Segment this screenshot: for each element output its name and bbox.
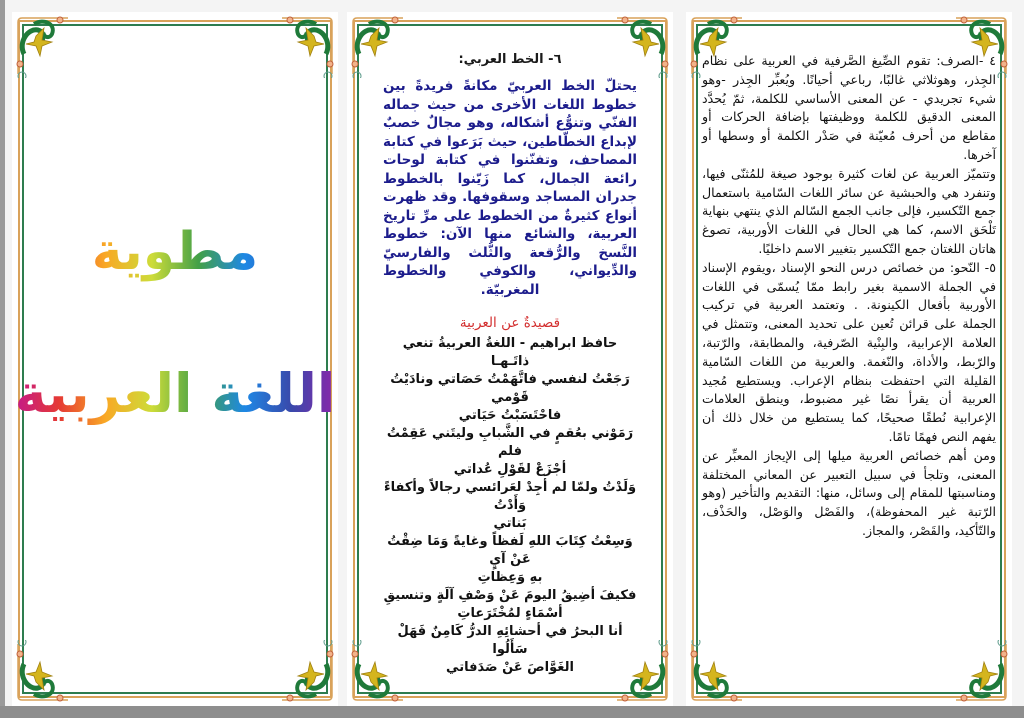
plural-paragraph: وتتميّز العربية عن لغات كثيرة بوجود صيغة للمُثنّى فيها، وتنفرد هي والحبشية عن سائر اللغات السّامية باستعمال جمع التّكسير، فإلى جانب الجمع السّالم الذي ينتهي بنهاية تَلْحَق الاسم، كما هي الحال في اللغات الأوربية، تصوغ هاتان اللغتان جمع التّكسير بتغيير الاسم داخليًا.: [702, 165, 996, 256]
ornament-icon: [280, 640, 336, 704]
calligraphy-paragraph: يحتلّ الخط العربيّ مكانةً فريدةً بين خطوط اللغات الأخرى من حيث جماله الفنّي وتنوُّع أشكاله، وهو مجالٌ خصبٌ لإبداع الخطّاطين، حيث بَرَعوا في كتابة المصاحف، وتفنّنوا في كتابة لوحات رائعة الجمال، كما زَيّنوا بالخطوط جدران المساجد وسقوفها. وقد ظهرت أنواع كثيرةٌ من الخطوط على مرِّ تاريخ العربية، والشائع منها الآن: خطوط النَّسخ والرُّقعة والثُّلث والفارسيّ والدِّيواني، والكوفي والخطوط المغربيّة.: [383, 78, 637, 298]
cover-panel: [12, 12, 338, 706]
poem-line: بَناتي: [493, 516, 527, 531]
poem-line: رَجَعْتُ لنفسي فاتَّهَمْتُ حَصَاتي ونادَيْتُ قَوْمي: [390, 372, 630, 405]
syntax-paragraph: ٥- النّحو: من خصائص درس النحو الإسناد ،ويقوم الإسناد في الجملة الاسمية بغير رابط ممّا يُسمّى في اللغات الأوربية بأفعال الكينونة. . وتعتمد العربية في تركيب الجملة على قرائن تُعين على تحديد المعنى، وتتمثل في العلامة الإعرابية، والبِنْية الصّرفية، والمطابقة، والرّتبة، والرّبط، والأداة، والنّغمة. والعربية من اللغات السّامية القليلة التي احتفظت بنظام الإعراب. ويستطيع مُجيد العربية أن يقرأ نصًا غير مضبوط، وينطق العلامات الإعرابية نُطقًا صحيحًا، كما يستطيع من خلال ذلك أن يفهم النص فهمًا تامًا.: [702, 259, 996, 444]
poem-title: قصيدةٌ عن العربية: [459, 315, 561, 331]
poem: [383, 335, 637, 677]
poem-line: رَمَوْني بعُقمٍ في الشَّبابِ وليتَني عَقِمْتُ فلم: [386, 426, 634, 459]
cover-title-brochure: مطوية: [12, 222, 338, 282]
poem-line: أجْزَعْ لقَوْلِ عُداتي: [453, 462, 567, 477]
poem-line: بهِ وَعِظاتِ: [477, 570, 543, 585]
morphology-paragraph: ٤ -الصرف: تقوم الصِّيغ الصَّرفية في العربية على نظام الجِذر، وهوثلاثي غالبًا، رباعي أحيانًا. ويُعبِّر الجِذر -وهو شيء تجريدي - عن المعنى الأساسي للكلمة، ثمّ يُحدَّد المعنى الدقيق للكلمة ووظيفتها بإضافة الحركات أو مقاطع من أحرف مُعيّنة في صَدْر الكلمة أو وسطها أو آخرها.: [702, 53, 996, 162]
ornament-icon: [14, 14, 70, 78]
right-panel: [686, 12, 1012, 706]
ornament-icon: [280, 14, 336, 78]
ornament-icon: [14, 640, 70, 704]
poem-line: فكيفَ أضِيقُ اليومَ عَنْ وَصْفِ آلَةٍ وتنسيقِ: [383, 588, 637, 603]
decorative-frame: [22, 24, 328, 694]
cover-title-arabic-language: اللغة العربية: [12, 362, 338, 425]
section-heading: ٦- الخط العربي:: [458, 52, 562, 67]
poem-line: الغَوَّاصَ عَنْ صَدَفاتي: [446, 660, 574, 675]
window-bottom-edge: [0, 706, 1024, 718]
poem-line: حافظ ابراهيم - اللغةُ العربيةُ تنعي ذاتَـهـا: [402, 336, 618, 369]
poem-line: أسْمَاءٍ لمُخْتَرَعاتِ: [457, 606, 563, 621]
poem-line: أنا البحرُ في أحشائِهِ الدرُّ كَامِنٌ فَهَلْ سَأَلُوا: [397, 624, 623, 657]
brevity-paragraph: ومن أهم خصائص العربية ميلها إلى الإيجاز المعبِّر عن المعنى، وتلجأ في سبيل التعبير عن المعاني المختلفة ومناسبتها للمقام إلى وسائل، منها: التقديم والتأخير (وهو الرّتبة غير المحفوظة)، والفَصْل والوَصْل، والحَذْف، والتّأكيد، والقَصْر، والمجاز.: [702, 447, 996, 538]
poem-line: وَلَدْتُ ولمّا لم أجِدْ لعَرائسي رجالاً وأكفاءً وَأَدْتُ: [383, 480, 637, 513]
poem-line: وَسِعْتُ كِتَابَ اللهِ لَفظاً وغايةً وَمَا ضِقْتُ عَنْ آيٍ: [387, 534, 633, 567]
window-edge: [0, 0, 5, 718]
middle-panel: [347, 12, 673, 706]
poem-line: فاحْتَسَبْتُ حَيَاتي: [458, 408, 562, 423]
